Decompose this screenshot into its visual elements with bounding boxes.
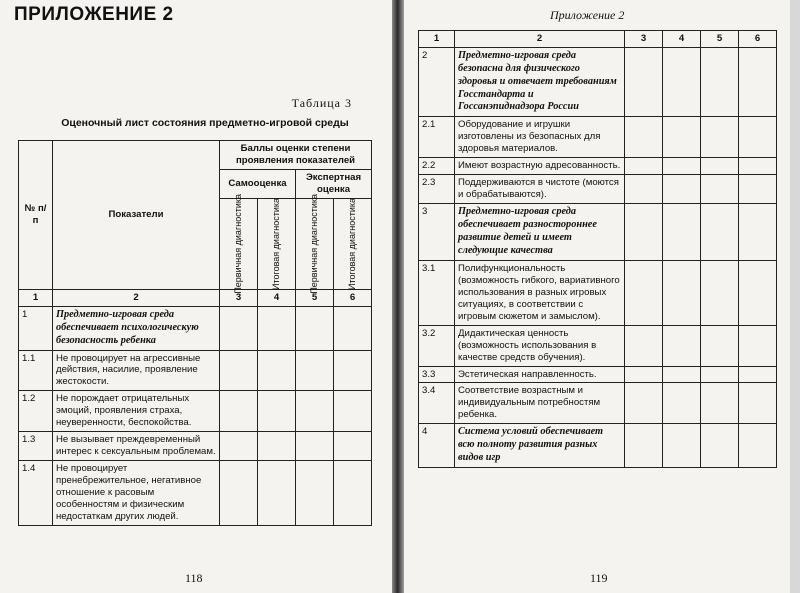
indicator-text: Не провоцирует на агрессивные действия, насилие, проявление жестокости. [53, 350, 220, 391]
score-cell[interactable] [663, 47, 701, 116]
col-number: 5 [296, 289, 334, 306]
header-final-diagnostics: Итоговая диагностика [346, 197, 357, 290]
page-number: 119 [590, 571, 608, 585]
score-cell[interactable] [739, 260, 777, 325]
score-cell[interactable] [625, 175, 663, 204]
col-number: 6 [334, 289, 372, 306]
row-number: 1.3 [19, 432, 53, 461]
indicator-text: Поддерживаются в чистоте (моются и обрабатываются). [455, 175, 625, 204]
score-cell[interactable] [220, 391, 258, 432]
indicator-text: Оборудование и игрушки изготовлены из безопасных для здоровья материалов. [455, 117, 625, 158]
page-number: 118 [185, 571, 203, 585]
col-number: 2 [53, 289, 220, 306]
indicator-text: Не вызывает преждевременный интерес к сексуальным проблемам. [53, 432, 220, 461]
score-cell[interactable] [258, 461, 296, 526]
score-cell[interactable] [663, 325, 701, 366]
table-row [19, 350, 372, 391]
score-cell[interactable] [296, 461, 334, 526]
page-edge [790, 0, 800, 593]
score-cell[interactable] [739, 383, 777, 424]
col-number: 6 [739, 31, 777, 48]
row-number: 1 [19, 306, 53, 350]
table-row [419, 47, 777, 116]
indicator-text: Предметно-игровая среда обеспечивает разностороннее развитие детей и имеет следующие качества [455, 204, 625, 260]
indicator-text: Соответствие возрастным и индивидуальным потребностям ребенка. [455, 383, 625, 424]
score-cell[interactable] [739, 325, 777, 366]
header-indicators: Показатели [53, 141, 220, 290]
table-row [419, 424, 777, 468]
score-cell[interactable] [334, 306, 372, 350]
row-number: 3.1 [419, 260, 455, 325]
header-num: № п/п [19, 141, 53, 290]
col-number: 5 [701, 31, 739, 48]
score-cell[interactable] [625, 325, 663, 366]
score-cell[interactable] [334, 432, 372, 461]
score-cell[interactable] [701, 383, 739, 424]
score-cell[interactable] [625, 260, 663, 325]
row-number: 3.4 [419, 383, 455, 424]
score-cell[interactable] [220, 432, 258, 461]
indicator-text: Эстетическая направленность. [455, 366, 625, 383]
header-primary-diagnostics: Первичная диагностика [308, 194, 319, 294]
header-primary-diagnostics: Первичная диагностика [232, 194, 243, 294]
score-cell[interactable] [334, 350, 372, 391]
score-cell[interactable] [663, 204, 701, 260]
indicator-text: Система условий обеспечивает всю полноту развития разных видов игр [455, 424, 625, 468]
column-number-row [419, 31, 777, 48]
score-cell[interactable] [258, 306, 296, 350]
col-number: 3 [220, 289, 258, 306]
score-cell[interactable] [739, 424, 777, 468]
col-number: 3 [625, 31, 663, 48]
page-118 [0, 0, 392, 593]
score-cell[interactable] [625, 117, 663, 158]
score-cell[interactable] [663, 383, 701, 424]
score-cell[interactable] [701, 366, 739, 383]
table-row [419, 204, 777, 260]
row-number: 1.1 [19, 350, 53, 391]
score-cell[interactable] [258, 432, 296, 461]
table-row [19, 306, 372, 350]
score-cell[interactable] [220, 350, 258, 391]
score-cell[interactable] [625, 158, 663, 175]
score-cell[interactable] [701, 117, 739, 158]
table-row [419, 366, 777, 383]
score-cell[interactable] [663, 158, 701, 175]
row-number: 3.3 [419, 366, 455, 383]
score-cell[interactable] [701, 175, 739, 204]
assessment-table-right [418, 30, 777, 468]
header-expert-assessment: Экспертная оценка [296, 169, 372, 198]
row-number: 2 [419, 47, 455, 116]
col-number: 4 [258, 289, 296, 306]
score-cell[interactable] [663, 117, 701, 158]
score-cell[interactable] [701, 204, 739, 260]
score-cell[interactable] [739, 204, 777, 260]
row-number: 1.2 [19, 391, 53, 432]
row-number: 2.1 [419, 117, 455, 158]
score-cell[interactable] [701, 260, 739, 325]
table-row [19, 432, 372, 461]
header-final-diagnostics: Итоговая диагностика [270, 197, 281, 290]
indicator-text: Не провоцирует пренебрежительное, негативное отношение к расовым особенностям и физическим недостаткам других людей. [53, 461, 220, 526]
indicator-text: Дидактическая ценность (возможность использования в качестве средств обучения). [455, 325, 625, 366]
table-row [419, 117, 777, 158]
header-scores: Баллы оценки степени проявления показателей [220, 141, 372, 170]
score-cell[interactable] [220, 461, 258, 526]
table-row [419, 383, 777, 424]
score-cell[interactable] [296, 350, 334, 391]
score-cell[interactable] [739, 366, 777, 383]
score-cell[interactable] [296, 306, 334, 350]
score-cell[interactable] [663, 366, 701, 383]
indicator-text: Полифункциональность (возможность гибкого, вариативного использования в разных игровых ситуациях, в соответствии с игровым сюжетом и замыслом). [455, 260, 625, 325]
table-title: Оценочный лист состояния предметно-игровой среды [61, 117, 349, 129]
table-row [419, 325, 777, 366]
score-cell[interactable] [701, 47, 739, 116]
score-cell[interactable] [220, 306, 258, 350]
row-number: 3.2 [419, 325, 455, 366]
table-row [419, 158, 777, 175]
score-cell[interactable] [739, 47, 777, 116]
score-cell[interactable] [701, 158, 739, 175]
table-row [419, 175, 777, 204]
header-self-assessment: Самооценка [220, 169, 296, 198]
score-cell[interactable] [663, 260, 701, 325]
book-gutter [392, 0, 404, 593]
col-number: 4 [663, 31, 701, 48]
score-cell[interactable] [663, 175, 701, 204]
row-number: 4 [419, 424, 455, 468]
score-cell[interactable] [625, 47, 663, 116]
score-cell[interactable] [625, 366, 663, 383]
row-number: 1.4 [19, 461, 53, 526]
score-cell[interactable] [258, 350, 296, 391]
table-row [419, 260, 777, 325]
col-number: 1 [19, 289, 53, 306]
table-row [19, 461, 372, 526]
indicator-text: Имеют возрастную адресованность. [455, 158, 625, 175]
indicator-text: Не порождает отрицательных эмоций, проявления страха, неуверенности, беспокойства. [53, 391, 220, 432]
score-cell[interactable] [296, 391, 334, 432]
col-number: 2 [455, 31, 625, 48]
table-number: Таблица 3 [291, 96, 352, 110]
table-row [19, 391, 372, 432]
row-number: 2.2 [419, 158, 455, 175]
score-cell[interactable] [663, 424, 701, 468]
row-number: 2.3 [419, 175, 455, 204]
score-cell[interactable] [258, 391, 296, 432]
score-cell[interactable] [625, 383, 663, 424]
row-number: 3 [419, 204, 455, 260]
score-cell[interactable] [739, 175, 777, 204]
score-cell[interactable] [701, 325, 739, 366]
score-cell[interactable] [625, 204, 663, 260]
indicator-text: Предметно-игровая среда обеспечивает психологическую безопасность ребенка [53, 306, 220, 350]
score-cell[interactable] [334, 461, 372, 526]
score-cell[interactable] [701, 424, 739, 468]
assessment-table-left [18, 140, 372, 526]
score-cell[interactable] [296, 432, 334, 461]
running-header: Приложение 2 [550, 8, 625, 22]
score-cell[interactable] [739, 158, 777, 175]
indicator-text: Предметно-игровая среда безопасна для физического здоровья и отвечает требованиям Госстандарта и Госсанэпиднадзора России [455, 47, 625, 116]
col-number: 1 [419, 31, 455, 48]
score-cell[interactable] [334, 391, 372, 432]
appendix-title: ПРИЛОЖЕНИЕ 2 [14, 4, 174, 25]
score-cell[interactable] [625, 424, 663, 468]
score-cell[interactable] [739, 117, 777, 158]
